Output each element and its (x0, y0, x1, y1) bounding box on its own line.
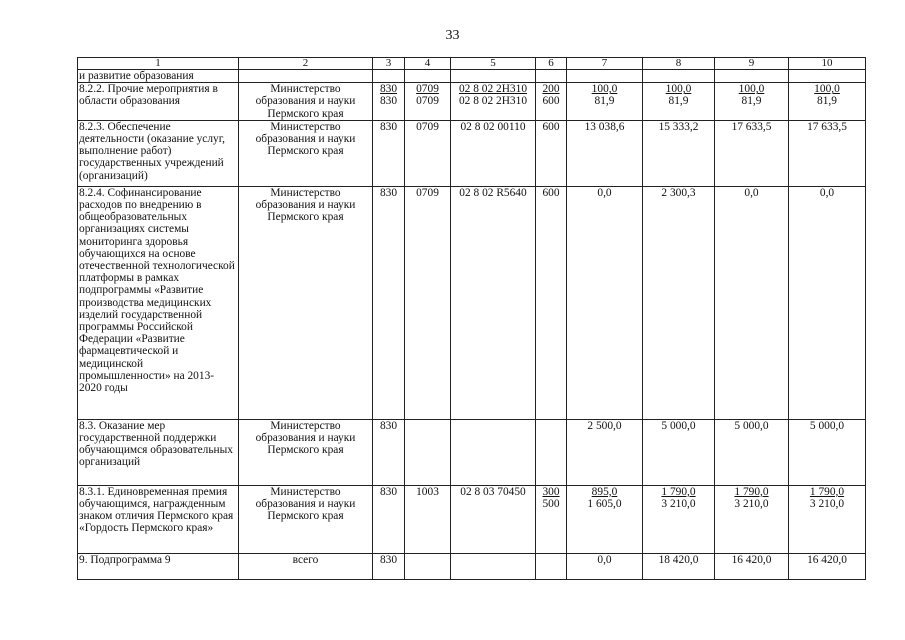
table-cell-c3 (373, 186, 405, 419)
table-cell-c2: Министерство образования и науки Пермского края (239, 485, 373, 553)
table-row (78, 553, 866, 579)
page-number: 33 (445, 28, 460, 43)
cell-value: 0,0 (597, 553, 612, 566)
cell-value: 16 420,0 (807, 553, 847, 566)
table-cell-c10 (789, 553, 866, 579)
table-cell-c5 (451, 83, 536, 121)
table-cell-c7 (567, 553, 643, 579)
column-header: 9 (715, 58, 789, 70)
cell-value: 100,0 (665, 83, 692, 96)
cell-value: 02 8 02 00110 (460, 120, 526, 133)
cell-value: 81,9 (817, 95, 837, 108)
table-cell-c2: Министерство образования и науки Пермского края (239, 120, 373, 186)
table-cell-c2 (239, 70, 373, 83)
cell-value: 5 000,0 (734, 419, 769, 432)
table-cell-c1: 9. Подпрограмма 9 (78, 553, 239, 579)
table-row (78, 120, 866, 186)
cell-value: 200 (542, 83, 560, 96)
cell-value: 5 000,0 (661, 419, 696, 432)
cell-value: 1003 (416, 485, 439, 498)
cell-value: 02 8 02 2Н310 (458, 83, 528, 96)
cell-value: 3 210,0 (734, 498, 769, 510)
cell-value: 1 605,0 (587, 498, 622, 510)
table-cell-c2: Министерство образования и науки Пермского края (239, 419, 373, 485)
table-cell-c2: Министерство образования и науки Пермского края (239, 83, 373, 121)
table-cell-c9 (715, 186, 789, 419)
table-cell-c3 (373, 553, 405, 579)
table-cell-c5 (451, 120, 536, 186)
cell-value: 02 8 02 R5640 (459, 186, 527, 199)
cell-value: 1 790,0 (661, 485, 696, 498)
cell-value: 0709 (416, 120, 439, 133)
cell-value: 600 (542, 186, 560, 199)
cell-value: 500 (542, 498, 560, 510)
cell-value: 13 038,6 (584, 120, 625, 133)
table-cell-c8 (643, 83, 715, 121)
table-cell-c6 (536, 553, 567, 579)
budget-table (77, 57, 866, 580)
table-row (78, 70, 866, 83)
table-cell-c8 (643, 553, 715, 579)
cell-value: 18 420,0 (658, 553, 699, 566)
cell-value: 895,0 (591, 485, 618, 498)
table-cell-c3 (373, 419, 405, 485)
cell-value: 0709 (416, 83, 439, 96)
table-cell-c3 (373, 70, 405, 83)
cell-value: 830 (379, 419, 398, 432)
cell-value: 830 (379, 83, 398, 96)
column-header: 7 (567, 58, 643, 70)
table-cell-c1: 8.3.1. Единовременная премия обучающимся, награжденным знаком отличия Пермского края «Гордость Пермского края» (78, 485, 239, 553)
cell-value: 830 (379, 95, 398, 108)
table-cell-c5 (451, 553, 536, 579)
table-cell-c5 (451, 186, 536, 419)
table-cell-c10 (789, 485, 866, 553)
cell-value: 3 210,0 (661, 498, 696, 510)
table-cell-c9 (715, 419, 789, 485)
cell-value: 830 (379, 485, 398, 498)
column-header: 2 (239, 58, 373, 70)
table-cell-c4 (405, 120, 451, 186)
table-cell-c7 (567, 70, 643, 83)
table-row (78, 83, 866, 121)
cell-value: 830 (379, 120, 398, 133)
table-cell-c1: 8.2.2. Прочие мероприятия в области образования (78, 83, 239, 121)
table-row (78, 186, 866, 419)
cell-value: 2 500,0 (587, 419, 622, 432)
table-cell-c4 (405, 485, 451, 553)
cell-value: 17 633,5 (807, 120, 847, 133)
cell-value: 830 (379, 553, 398, 566)
table-cell-c9 (715, 83, 789, 121)
cell-value: 16 420,0 (731, 553, 772, 566)
table-cell-c4 (405, 553, 451, 579)
table-cell-c1: и развитие образования (78, 70, 239, 83)
cell-value: 1 790,0 (734, 485, 769, 498)
table-cell-c6 (536, 419, 567, 485)
table-cell-c8 (643, 70, 715, 83)
table-cell-c7 (567, 186, 643, 419)
cell-value: 100,0 (591, 83, 618, 96)
cell-value: 1 790,0 (809, 485, 845, 498)
table-cell-c7 (567, 485, 643, 553)
table-cell-c1: 8.3. Оказание мер государственной поддержки обучающимся образовательных организаций (78, 419, 239, 485)
cell-value: 600 (542, 95, 560, 108)
table-cell-c9 (715, 553, 789, 579)
column-header: 5 (451, 58, 536, 70)
column-header: 1 (78, 58, 239, 70)
cell-value: 600 (542, 120, 560, 133)
table-cell-c5 (451, 485, 536, 553)
table-cell-c6 (536, 83, 567, 121)
column-number-row (78, 58, 866, 70)
table-cell-c2: всего (239, 553, 373, 579)
column-header: 8 (643, 58, 715, 70)
column-header: 4 (405, 58, 451, 70)
cell-value: 100,0 (738, 83, 765, 96)
cell-value: 81,9 (668, 95, 689, 108)
table-cell-c1: 8.2.4. Софинансирование расходов по внедрению в общеобразовательных организациях системы мониторинга здоровья обучающихся на основе отечественной технологической платформы в рамках подпрограммы «Развитие производства медицинских изделий государственной программы Российской Федерации «Развитие фармацевтической и медицинской промышленности» на 2013-2020 годы (78, 186, 239, 419)
table-cell-c9 (715, 70, 789, 83)
table-cell-c6 (536, 70, 567, 83)
cell-value: 81,9 (594, 95, 615, 108)
table-cell-c8 (643, 186, 715, 419)
table-cell-c3 (373, 120, 405, 186)
column-header: 10 (789, 58, 866, 70)
table-cell-c9 (715, 485, 789, 553)
cell-value: 15 333,2 (658, 120, 699, 133)
table-cell-c10 (789, 186, 866, 419)
table-cell-c4 (405, 83, 451, 121)
table-cell-c10 (789, 83, 866, 121)
column-header: 6 (536, 58, 567, 70)
table-cell-c9 (715, 120, 789, 186)
table-cell-c2: Министерство образования и науки Пермского края (239, 186, 373, 419)
table-cell-c7 (567, 83, 643, 121)
column-header: 3 (373, 58, 405, 70)
cell-value: 02 8 02 2Н310 (458, 95, 528, 108)
table-row (78, 419, 866, 485)
table-cell-c7 (567, 419, 643, 485)
table-cell-c8 (643, 419, 715, 485)
table-cell-c3 (373, 485, 405, 553)
table-cell-c4 (405, 186, 451, 419)
cell-value: 0709 (416, 186, 439, 199)
table-cell-c10 (789, 120, 866, 186)
table-cell-c6 (536, 186, 567, 419)
table-cell-c10 (789, 70, 866, 83)
cell-value: 0,0 (819, 186, 835, 199)
cell-value: 0,0 (744, 186, 759, 199)
table-cell-c8 (643, 485, 715, 553)
cell-value: 100,0 (814, 83, 840, 96)
cell-value: 0709 (416, 95, 439, 108)
table-cell-c4 (405, 70, 451, 83)
table-cell-c1: 8.2.3. Обеспечение деятельности (оказание услуг, выполнение работ) государственных учреждений (организаций) (78, 120, 239, 186)
table-cell-c6 (536, 485, 567, 553)
cell-value: 17 633,5 (731, 120, 772, 133)
cell-value: 81,9 (741, 95, 762, 108)
cell-value: 2 300,3 (661, 186, 696, 199)
cell-value: 3 210,0 (809, 498, 845, 510)
table-cell-c6 (536, 120, 567, 186)
table-cell-c8 (643, 120, 715, 186)
cell-value: 0,0 (597, 186, 612, 199)
cell-value: 300 (542, 485, 560, 498)
table-cell-c4 (405, 419, 451, 485)
table-row (78, 485, 866, 553)
table-cell-c5 (451, 419, 536, 485)
table-cell-c5 (451, 70, 536, 83)
cell-value: 02 8 03 70450 (460, 485, 526, 498)
table-cell-c3 (373, 83, 405, 121)
table-cell-c10 (789, 419, 866, 485)
cell-value: 5 000,0 (809, 419, 845, 432)
cell-value: 830 (379, 186, 398, 199)
table-cell-c7 (567, 120, 643, 186)
